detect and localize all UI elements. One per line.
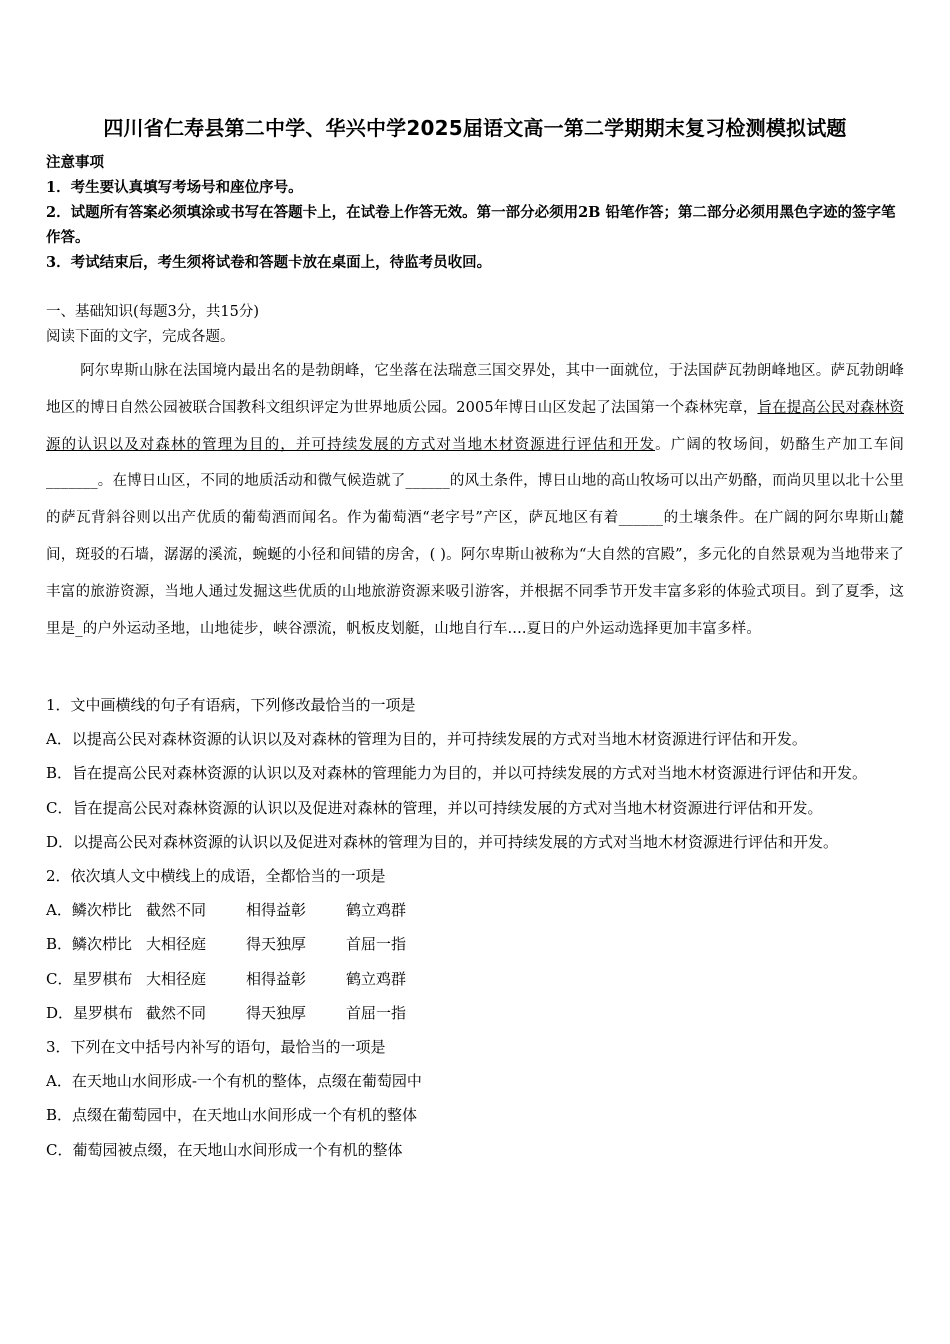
option-cell: 大相径庭 bbox=[146, 969, 207, 988]
option-c: C．葡萄园被点缀，在天地山水间形成一个有机的整体 bbox=[46, 1140, 403, 1159]
option-cell: A．鳞次栉比 bbox=[46, 901, 132, 920]
notice-item: 3．考试结束后，考生须将试卷和答题卡放在桌面上，待监考员收回。 bbox=[46, 254, 492, 271]
option-row-c bbox=[46, 962, 908, 996]
option-cell: 相得益彰 bbox=[246, 969, 307, 988]
option-cell: 相得益彰 bbox=[246, 901, 307, 920]
option-cell: B．鳞次栉比 bbox=[46, 935, 133, 954]
question-list bbox=[46, 688, 908, 1167]
option-row-d bbox=[46, 996, 908, 1030]
option-cell: 得天独厚 bbox=[246, 1003, 307, 1022]
option-cell: 鹤立鸡群 bbox=[346, 969, 407, 988]
option-cell: 首屈一指 bbox=[346, 935, 407, 954]
option-cell: 得天独厚 bbox=[246, 935, 307, 954]
passage-text-part2: 。广阔的牧场间，奶酪生产加工车间_______。在博日山区，不同的地质活动和微气候造就了______的风土条件，博日山地的高山牧场可以出产奶酪，而尚贝里以北十公里的萨瓦背斜谷则以出产优质的葡萄酒而闻名。作为葡萄酒“老字号”产区，萨瓦地区有着______的土壤条件。在广阔的阿尔卑斯山麓间，斑驳的石墙，潺潺的溪流，蜿蜒的小径和间错的房舍，( )。阿尔卑斯山被称为“大自然的宫殿”，多元化的自然景观为当地带来了丰富的旅游资源，当地人通过发掘这些优质的山地旅游资源来吸引游客，并根据不同季节开发丰富多彩的体验式项目。到了夏季，这里是_的户外运动圣地，山地徒步，峡谷漂流，帆板皮划艇，山地自行车....夏日的户外运动选择更加丰富多样。 bbox=[46, 436, 904, 637]
option-cell: 鹤立鸡群 bbox=[346, 901, 407, 920]
option-b: B．点缀在葡萄园中，在天地山水间形成一个有机的整体 bbox=[46, 1106, 418, 1125]
option-c: C．旨在提高公民对森林资源的认识以及促进对森林的管理，并以可持续发展的方式对当地木材资源进行评估和开发。 bbox=[46, 798, 823, 817]
option-row-a bbox=[46, 893, 908, 927]
reading-passage bbox=[46, 353, 904, 647]
passage-text-part1: 阿尔卑斯山脉在法国境内最出名的是勃朗峰，它坐落在法瑞意三国交界处，其中一面就位，于法国萨瓦勃朗峰地区。萨瓦勃朗峰地区的博日自然公园被联合国教科文组织评定为世界地质公园。2005年博日山区发起了法国第一个森林宪章， bbox=[46, 363, 904, 416]
underlined-sentence: 旨在提高公民对森林资源的认识以及对森林的管理为目的，并可持续发展的方式对当地木材资源进行评估和开发 bbox=[46, 399, 904, 453]
option-cell: 截然不同 bbox=[146, 1003, 207, 1022]
notice-item: 1．考生要认真填写考场号和座位序号。 bbox=[46, 179, 303, 196]
option-cell: D．星罗棋布 bbox=[46, 1003, 134, 1022]
section-instruction: 阅读下面的文字，完成各题。 bbox=[46, 329, 235, 345]
notice-item: 2．试题所有答案必须填涂或书写在答题卡上，在试卷上作答无效。第一部分必须用2B 铅笔作答；第二部分必须用黑色字迹的签字笔作答。 bbox=[46, 204, 896, 246]
section-header bbox=[46, 300, 908, 350]
option-cell: 大相径庭 bbox=[146, 935, 207, 954]
notice-heading: 注意事项 bbox=[46, 154, 104, 171]
option-a: A．以提高公民对森林资源的认识以及对森林的管理为目的，并可持续发展的方式对当地木材资源进行评估和开发。 bbox=[46, 730, 807, 749]
option-b: B．旨在提高公民对森林资源的认识以及对森林的管理能力为目的，并以可持续发展的方式对当地木材资源进行评估和开发。 bbox=[46, 764, 868, 783]
question-stem: 2．依次填人文中横线上的成语，全都恰当的一项是 bbox=[46, 867, 386, 886]
section-heading: 一、基础知识(每题3分，共15分) bbox=[46, 304, 259, 320]
question-stem: 1．文中画横线的句子有语病，下列修改最恰当的一项是 bbox=[46, 696, 416, 714]
question-stem: 3．下列在文中括号内补写的语句，最恰当的一项是 bbox=[46, 1038, 386, 1057]
option-cell: C．星罗棋布 bbox=[46, 969, 133, 988]
option-d: D．以提高公民对森林资源的认识以及促进对森林的管理为目的，并可持续发展的方式对当地木材资源进行评估和开发。 bbox=[46, 832, 839, 851]
option-cell: 截然不同 bbox=[146, 901, 207, 920]
option-a: A．在天地山水间形成-一个有机的整体，点缀在葡萄园中 bbox=[46, 1072, 422, 1091]
page-title: 四川省仁寿县第二中学、华兴中学2025届语文高一第二学期期末复习检测模拟试题 bbox=[103, 116, 847, 140]
notice-block bbox=[46, 150, 908, 275]
option-cell: 首屈一指 bbox=[346, 1003, 407, 1022]
option-row-b bbox=[46, 927, 908, 961]
